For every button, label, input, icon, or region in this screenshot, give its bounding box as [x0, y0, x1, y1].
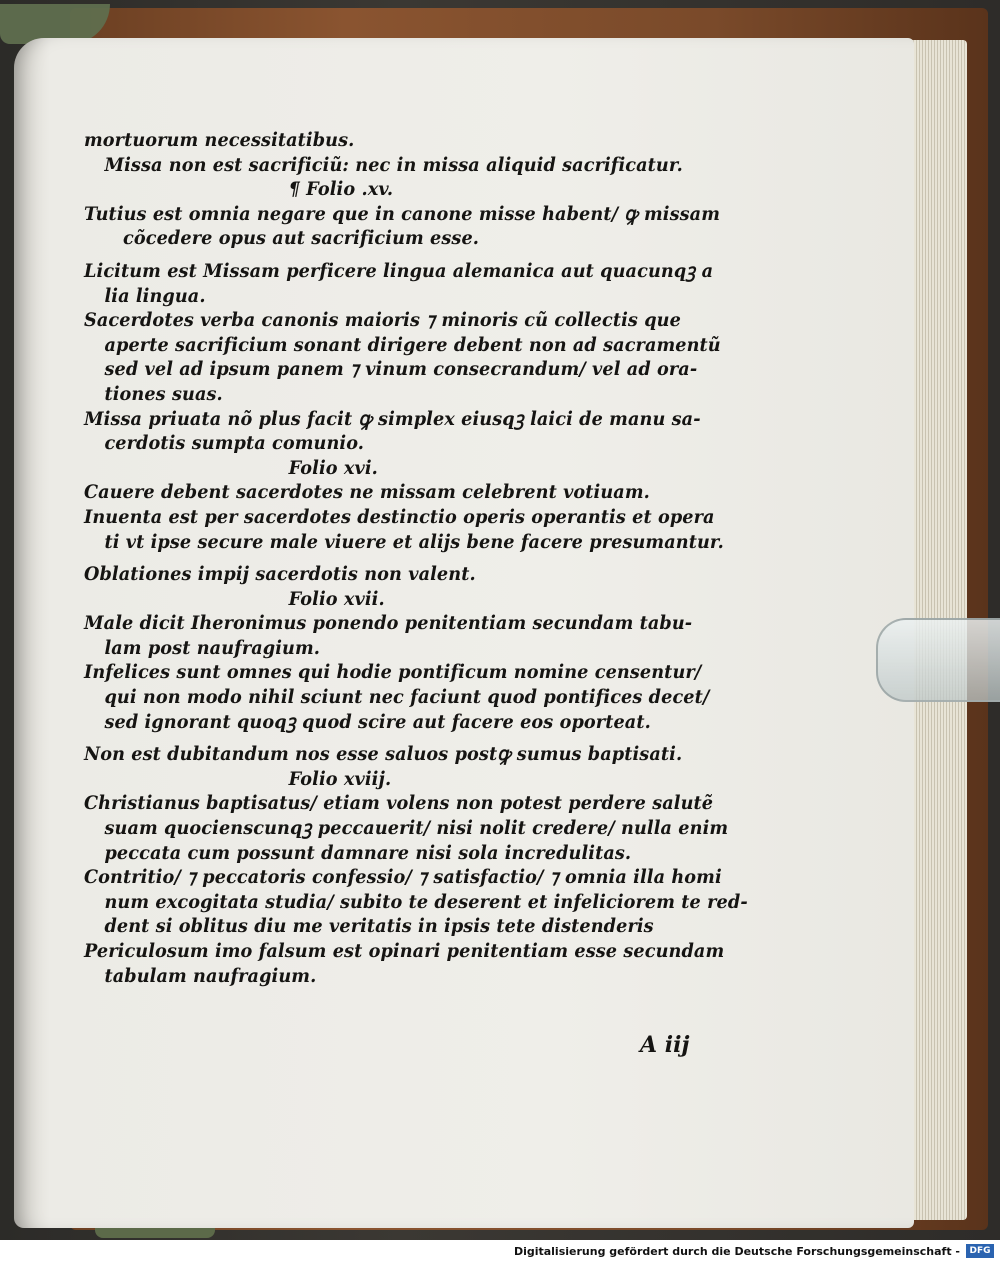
text-line: suam quocienscunqꝫ peccauerit/ nisi nolit credere/ nulla enim	[104, 817, 729, 840]
text-line: aperte sacrificium sonant dirigere debent non ad sacramentũ	[104, 333, 721, 356]
footer-bar	[0, 1240, 1000, 1262]
text-line: qui non modo nihil sciunt nec faciunt quod pontifices decet/	[104, 686, 710, 709]
signature-mark: A iij	[640, 1032, 690, 1058]
text-line: Cauere debent sacerdotes ne missam celebrent votiuam.	[84, 481, 650, 504]
funding-credit: Digitalisierung gefördert durch die Deutsche Forschungsgemeinschaft -	[513, 1245, 960, 1258]
text-line: Licitum est Missam perficere lingua alemanica aut quacunqꝫ a	[84, 259, 714, 282]
page-text	[84, 128, 748, 988]
text-line: Inuenta est per sacerdotes destinctio operis operantis et opera	[84, 505, 715, 528]
text-line: Sacerdotes verba canonis maioris ⁊ minoris cũ collectis que	[84, 309, 681, 332]
text-line: Tutius est omnia negare que in canone misse habent/ ꝙ missam	[84, 202, 720, 225]
text-line: lam post naufragium.	[104, 636, 321, 659]
dfg-logo: DFG	[966, 1244, 994, 1258]
text-line: Missa priuata nõ plus facit ꝙ simplex eiusqꝫ laici de manu sa-	[84, 407, 701, 430]
text-line: Infelices sunt omnes qui hodie pontificum nomine censentur/	[84, 661, 702, 684]
folio-heading: Folio xviij.	[288, 767, 392, 790]
text-line: tiones suas.	[104, 382, 223, 405]
text-line: dent si oblitus diu me veritatis in ipsis tete distenderis	[104, 915, 654, 938]
text-line: ti vt ipse secure male viuere et alijs bene facere presumantur.	[104, 530, 724, 553]
text-line: Male dicit Iheronimus ponendo penitentiam secundam tabu-	[84, 612, 693, 635]
text-line: Christianus baptisatus/ etiam volens non potest perdere salutẽ	[84, 792, 714, 815]
text-line: num excogitata studia/ subito te deserent et infeliciorem te red-	[104, 890, 748, 913]
text-line: mortuorum necessitatibus.	[84, 129, 355, 151]
text-line: tabulam naufragium.	[104, 964, 317, 987]
text-line: Periculosum imo falsum est opinari penitentiam esse secundam	[84, 940, 725, 962]
text-line: Oblationes impij sacerdotis non valent.	[84, 563, 476, 586]
folio-heading: Folio xvi.	[288, 456, 378, 479]
text-line: sed ignorant quoqꝫ quod scire aut facere eos oporteat.	[104, 710, 651, 733]
text-line: cerdotis sumpta comunio.	[104, 432, 365, 455]
text-line: Contritio/ ⁊ peccatoris confessio/ ⁊ satisfactio/ ⁊ omnia illa homi	[84, 866, 722, 889]
folio-heading: ¶ Folio .xv.	[288, 178, 394, 201]
text-line: Non est dubitandum nos esse saluos postꝙ sumus baptisati.	[84, 743, 683, 766]
page-clip	[876, 618, 1000, 702]
text-line: Missa non est sacrificiũ: nec in missa aliquid sacrificatur.	[104, 153, 683, 176]
text-line: sed vel ad ipsum panem ⁊ vinum consecrandum/ vel ad ora-	[104, 358, 698, 381]
folio-heading: Folio xvii.	[288, 587, 385, 610]
text-line: peccata cum possunt damnare nisi sola incredulitas.	[104, 841, 632, 864]
text-line: cõcedere opus aut sacrificium esse.	[123, 227, 480, 250]
text-line: lia lingua.	[104, 284, 206, 307]
